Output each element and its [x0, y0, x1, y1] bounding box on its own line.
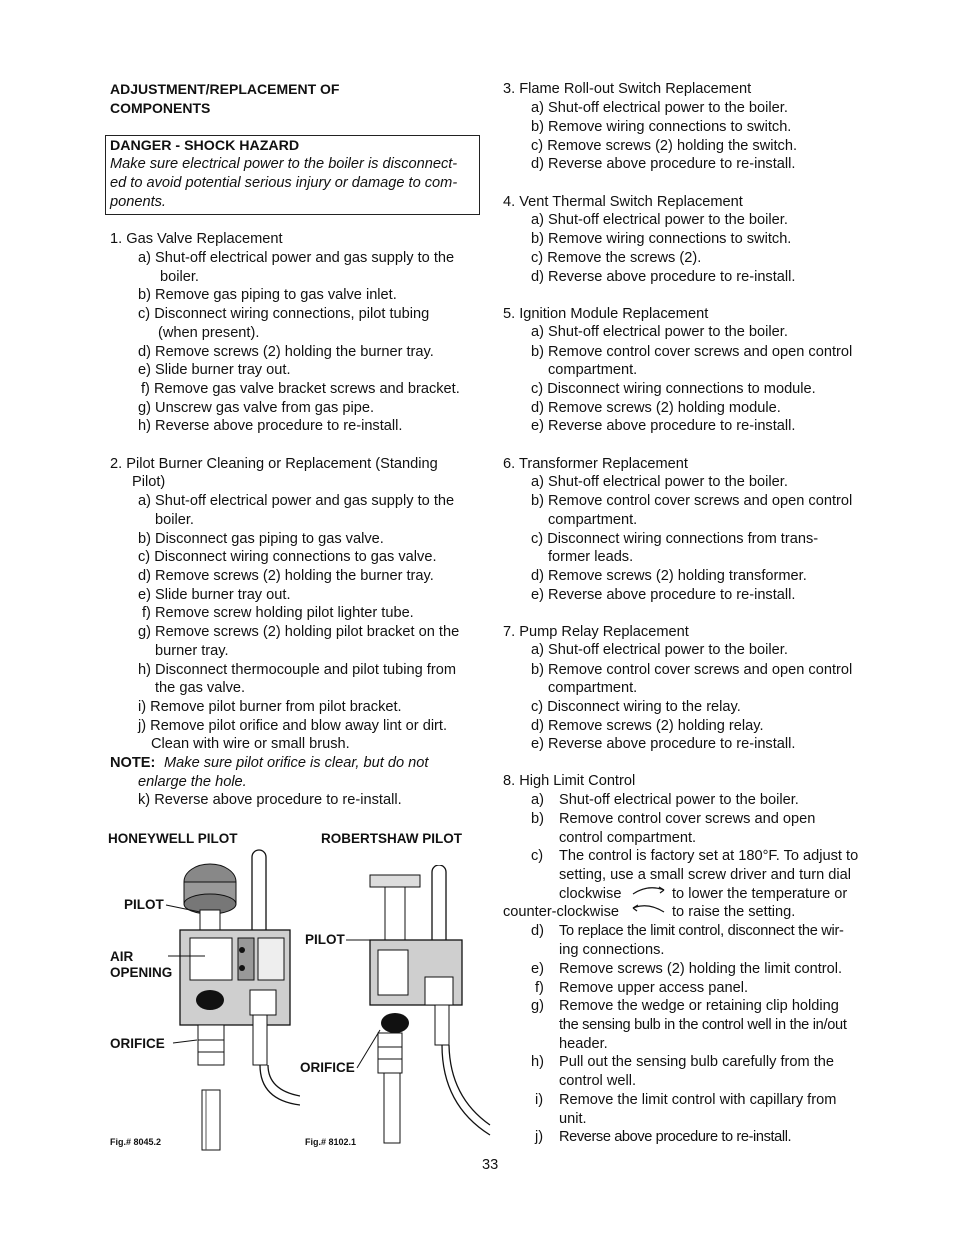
list-item: control well.	[559, 1073, 637, 1089]
section-title: 2. Pilot Burner Cleaning or Replacement (Standing	[110, 456, 438, 472]
list-item: d) Remove screws (2) holding the burner tray.	[138, 344, 434, 360]
list-item: h) Reverse above procedure to re-install.	[138, 418, 403, 434]
honeywell-pilot-title: HONEYWELL PILOT	[108, 831, 238, 846]
list-item: e) Reverse above procedure to re-install.	[531, 587, 796, 603]
list-item: b) Remove wiring connections to switch.	[531, 119, 792, 135]
section-title: 4. Vent Thermal Switch Replacement	[503, 194, 743, 210]
item-letter: c)	[531, 848, 544, 864]
list-item: c) Disconnect wiring connections, pilot tubing	[138, 306, 430, 322]
danger-text: Make sure electrical power to the boiler is disconnect-	[110, 156, 458, 172]
list-item: Remove control cover screws and open	[559, 811, 816, 827]
item-letter: h)	[531, 1054, 544, 1070]
list-item: compartment.	[548, 512, 638, 528]
note-text: enlarge the hole.	[138, 774, 247, 790]
item-letter: j)	[535, 1129, 544, 1145]
section-heading: ADJUSTMENT/REPLACEMENT OF	[110, 81, 340, 97]
section-title-2: Pilot)	[132, 474, 166, 490]
list-item: j) Remove pilot orifice and blow away lint or dirt.	[138, 718, 448, 734]
item-letter: b)	[531, 811, 544, 827]
list-item: a) Shut-off electrical power and gas supply to the	[138, 250, 455, 266]
section-title: 5. Ignition Module Replacement	[503, 306, 709, 322]
note-text: Make sure pilot orifice is clear, but do not	[164, 755, 429, 771]
list-item: setting, use a small screw driver and turn dial	[559, 867, 852, 883]
list-item: b) Remove control cover screws and open control	[531, 662, 853, 678]
list-item: e) Slide burner tray out.	[138, 362, 291, 378]
list-item: b) Remove gas piping to gas valve inlet.	[138, 287, 397, 303]
pilot-label: PILOT	[124, 897, 164, 912]
figure-number: Fig.# 8045.2	[110, 1137, 162, 1147]
danger-text: ed to avoid potential serious injury or damage to com-	[110, 175, 458, 191]
list-item: d) Reverse above procedure to re-install.	[531, 269, 796, 285]
list-item: k) Reverse above procedure to re-install.	[138, 792, 402, 808]
list-item: Clean with wire or small brush.	[151, 736, 350, 752]
list-item: d) Remove screws (2) holding module.	[531, 400, 781, 416]
list-item: d) Remove screws (2) holding relay.	[531, 718, 764, 734]
list-item: a) Shut-off electrical power to the boiler.	[531, 642, 788, 658]
note-label: NOTE:	[110, 755, 156, 771]
list-item: a) Shut-off electrical power and gas supply to the	[138, 493, 455, 509]
section-heading-2: COMPONENTS	[110, 100, 211, 116]
orifice-label-2: ORIFICE	[300, 1060, 355, 1075]
list-item: c) Disconnect wiring connections from trans-	[531, 531, 819, 547]
opening-label: OPENING	[110, 965, 173, 980]
section-title: 7. Pump Relay Replacement	[503, 624, 689, 640]
list-item: compartment.	[548, 362, 638, 378]
item-letter: i)	[535, 1092, 544, 1108]
list-item: boiler.	[160, 269, 199, 285]
list-item: i) Remove pilot burner from pilot bracket.	[138, 699, 402, 715]
danger-title: DANGER - SHOCK HAZARD	[110, 138, 300, 154]
list-item: header.	[559, 1036, 608, 1052]
danger-text: ponents.	[110, 194, 166, 210]
list-item: burner tray.	[155, 643, 229, 659]
list-item: c) Disconnect wiring to the relay.	[531, 699, 741, 715]
list-item: The control is factory set at 180°F. To adjust to	[559, 848, 859, 864]
item-letter: g)	[531, 998, 544, 1014]
list-item: a) Shut-off electrical power to the boiler.	[531, 212, 788, 228]
list-item: the gas valve.	[155, 680, 246, 696]
list-item: Remove the wedge or retaining clip holding	[559, 998, 839, 1014]
list-item: Remove the limit control with capillary from	[559, 1092, 837, 1108]
list-item: unit.	[559, 1111, 587, 1127]
list-item: Shut-off electrical power to the boiler.	[559, 792, 799, 808]
list-item: a) Shut-off electrical power to the boiler.	[531, 324, 788, 340]
list-item: compartment.	[548, 680, 638, 696]
page-number: 33	[482, 1157, 499, 1173]
list-item: b) Remove control cover screws and open control	[531, 344, 853, 360]
list-item: g) Remove screws (2) holding pilot bracket on the	[138, 624, 460, 640]
section-title: 1. Gas Valve Replacement	[110, 231, 283, 247]
list-item: a) Shut-off electrical power to the boiler.	[531, 474, 788, 490]
orifice-label: ORIFICE	[110, 1036, 165, 1051]
list-item: e) Slide burner tray out.	[138, 587, 291, 603]
list-item: d) Remove screws (2) holding transformer.	[531, 568, 807, 584]
list-item: c) Disconnect wiring connections to module.	[531, 381, 816, 397]
robertshaw-pilot-title: ROBERTSHAW PILOT	[321, 831, 462, 846]
item-letter: e)	[531, 961, 544, 977]
air-label: AIR	[110, 949, 134, 964]
list-item: e) Reverse above procedure to re-install.	[531, 418, 796, 434]
item-letter: f)	[535, 980, 544, 996]
list-item: former leads.	[548, 549, 634, 565]
list-item: c) Disconnect wiring connections to gas valve.	[138, 549, 437, 565]
list-item: b) Remove wiring connections to switch.	[531, 231, 792, 247]
list-item: ing connections.	[559, 942, 665, 958]
list-item: (when present).	[158, 325, 260, 341]
list-item: e) Reverse above procedure to re-install.	[531, 736, 796, 752]
list-item: f) Remove screw holding pilot lighter tube.	[142, 605, 414, 621]
list-item: c) Remove the screws (2).	[531, 250, 702, 266]
section-title: 8. High Limit Control	[503, 773, 636, 789]
list-item: Remove screws (2) holding the limit control.	[559, 961, 843, 977]
list-item: b) Remove control cover screws and open control	[531, 493, 853, 509]
pilot-label-2: PILOT	[305, 932, 345, 947]
item-letter: a)	[531, 792, 544, 808]
list-item: d) Remove screws (2) holding the burner tray.	[138, 568, 434, 584]
list-item: f) Remove gas valve bracket screws and bracket.	[141, 381, 460, 397]
list-item: h) Disconnect thermocouple and pilot tubing from	[138, 662, 456, 678]
list-item: b) Disconnect gas piping to gas valve.	[138, 531, 384, 547]
item-letter: d)	[531, 923, 544, 939]
section-title: 6. Transformer Replacement	[503, 456, 688, 472]
figure-number-2: Fig.# 8102.1	[305, 1137, 357, 1147]
list-item: Remove upper access panel.	[559, 980, 749, 996]
list-item: a) Shut-off electrical power to the boiler.	[531, 100, 788, 116]
list-item: g) Unscrew gas valve from gas pipe.	[138, 400, 375, 416]
list-item: To replace the limit control, disconnect the wir-	[559, 923, 844, 939]
list-item: counter-clockwise	[503, 904, 619, 920]
section-title: 3. Flame Roll-out Switch Replacement	[503, 81, 752, 97]
list-item: c) Remove screws (2) holding the switch.	[531, 138, 798, 154]
list-item: boiler.	[155, 512, 194, 528]
list-item: d) Reverse above procedure to re-install.	[531, 156, 796, 172]
list-item: clockwise	[559, 886, 622, 902]
list-item: Pull out the sensing bulb carefully from the	[559, 1054, 835, 1070]
list-item: the sensing bulb in the control well in the in/out	[559, 1017, 847, 1033]
list-item: control compartment.	[559, 830, 697, 846]
list-item: to raise the setting.	[672, 904, 796, 920]
list-item: Reverse above procedure to re-install.	[559, 1129, 792, 1145]
list-item: to lower the temperature or	[672, 886, 848, 902]
